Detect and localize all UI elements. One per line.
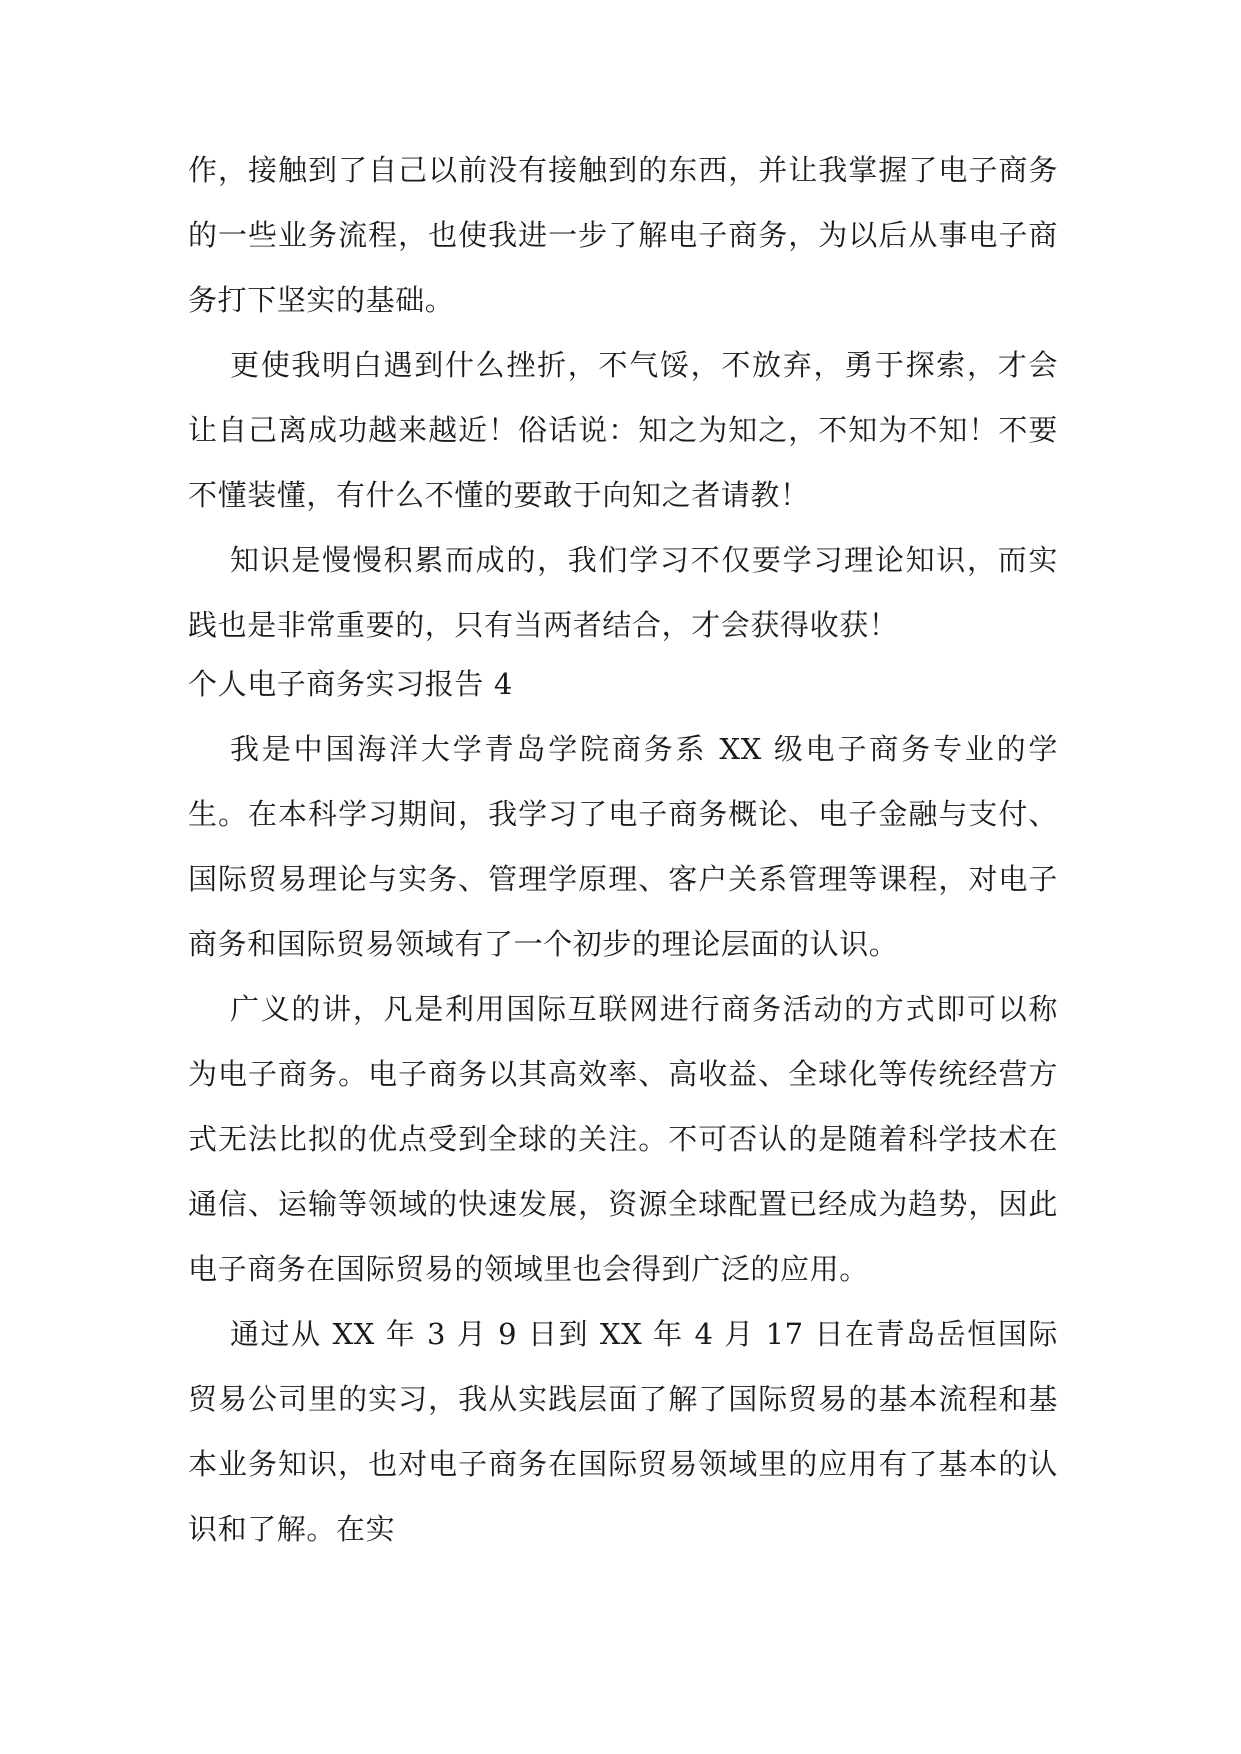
paragraph: 广义的讲，凡是利用国际互联网进行商务活动的方式即可以称为电子商务。电子商务以其高效率、高收益、全球化等传统经营方式无法比拟的优点受到全球的关注。不可否认的是随着科学技术在通信、运输等领域的快速发展，资源全球配置已经成为趋势，因此电子商务在国际贸易的领域里也会得到广泛的应用。 <box>188 992 1058 1286</box>
paragraph: 通过从 XX 年 3 月 9 日到 XX 年 4 月 17 日在青岛岳恒国际贸易公司里的实习，我从实践层面了解了国际贸易的基本流程和基本业务知识，也对电子商务在国际贸易领域里的应用有了基本的认识和了解。在实 <box>188 1317 1058 1546</box>
report-section <box>188 652 1058 1562</box>
paragraph: 知识是慢慢积累而成的，我们学习不仅要学习理论知识，而实践也是非常重要的，只有当两者结合，才会获得收获！ <box>188 543 1058 642</box>
paragraph: 我是中国海洋大学青岛学院商务系 XX 级电子商务专业的学生。在本科学习期间，我学习了电子商务概论、电子金融与支付、国际贸易理论与实务、管理学原理、客户关系管理等课程，对电子商务和国际贸易领域有了一个初步的理论层面的认识。 <box>188 732 1058 961</box>
paragraph: 更使我明白遇到什么挫折，不气馁，不放弃，勇于探索，才会让自己离成功越来越近！俗话说：知之为知之，不知为不知！不要不懂装懂，有什么不懂的要敢于向知之者请教！ <box>188 348 1058 512</box>
section-heading: 个人电子商务实习报告 4 <box>188 667 513 701</box>
section-continued <box>188 138 1058 658</box>
paragraph-continued: 作，接触到了自己以前没有接触到的东西，并让我掌握了电子商务的一些业务流程，也使我进一步了解电子商务，为以后从事电子商务打下坚实的基础。 <box>188 153 1058 317</box>
